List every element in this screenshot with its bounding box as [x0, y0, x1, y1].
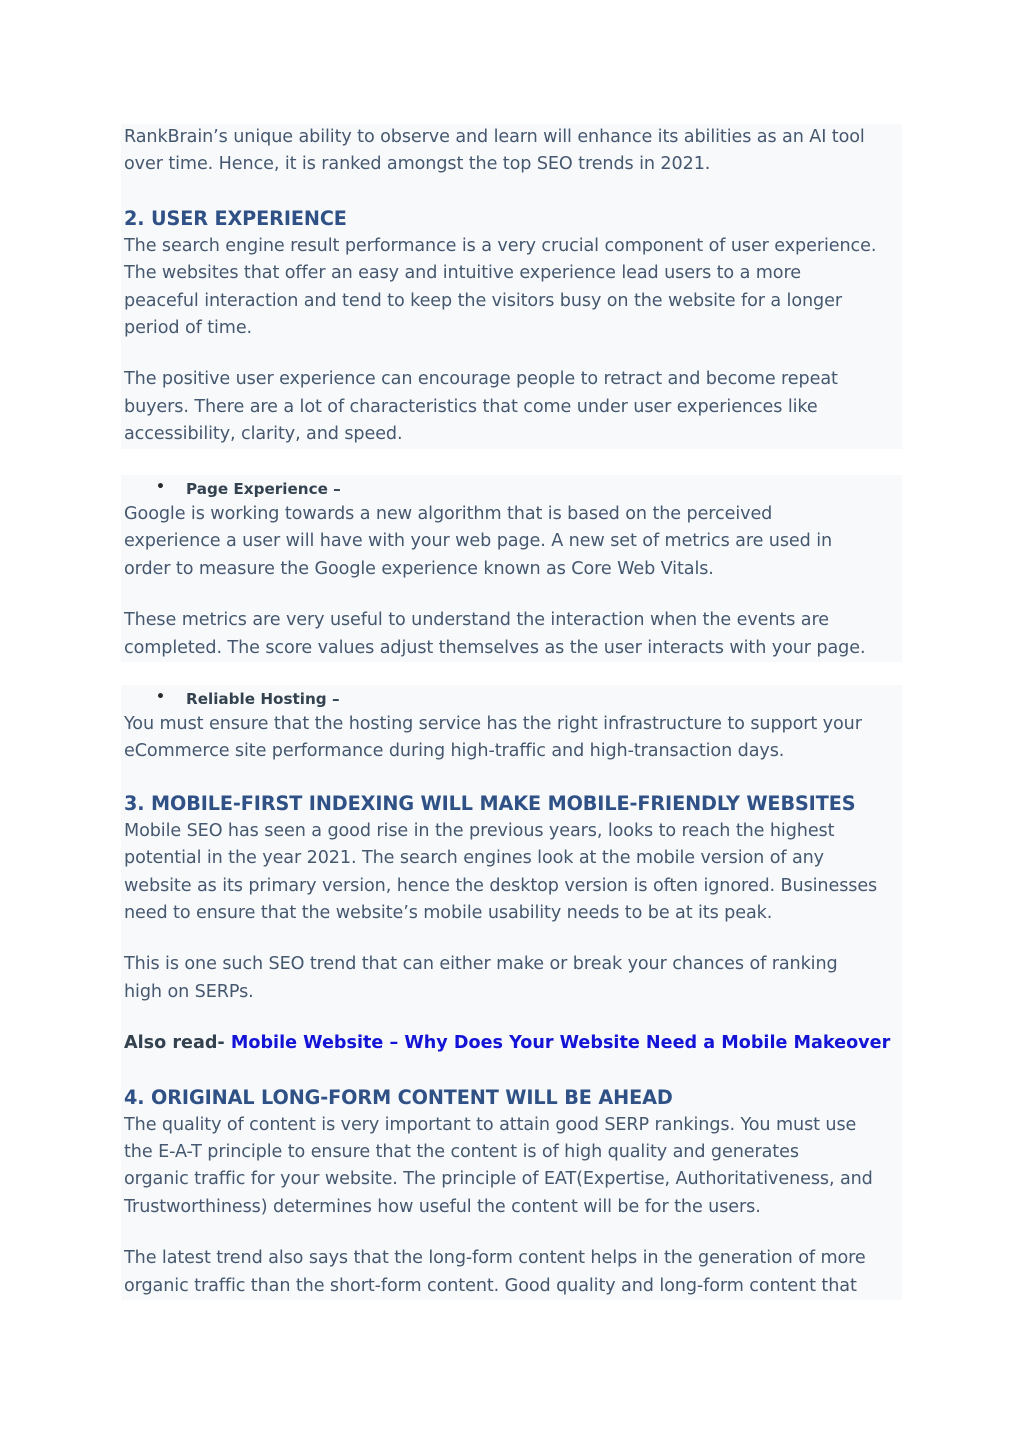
text-line: Trustworthiness) determines how useful the content will be for the users. [124, 1196, 761, 1217]
text-line: high on SERPs. [124, 981, 254, 1002]
bullet-page-experience [124, 475, 902, 501]
long-form-paragraph-2 [124, 1245, 902, 1300]
text-line: RankBrain’s unique ability to observe and learn will enhance its abilities as an AI tool [124, 127, 865, 147]
text-line: period of time. [124, 318, 253, 339]
text-line: The websites that offer an easy and intuitive experience lead users to a more [124, 263, 801, 284]
text-line: website as its primary version, hence the desktop version is often ignored. Businesses [124, 875, 878, 896]
also-read-label: Also read- [124, 1033, 225, 1054]
bullet-dot-icon: • [156, 479, 165, 495]
text-line: peaceful interaction and tend to keep the visitors busy on the website for a longer [124, 290, 842, 311]
mobile-first-paragraph-2 [124, 951, 902, 1006]
text-line: organic traffic than the short-form content. Good quality and long-form content that [124, 1275, 857, 1296]
section-heading-mobile-first: 3. MOBILE-FIRST INDEXING WILL MAKE MOBILE-FRIENDLY WEBSITES [124, 791, 856, 815]
text-line: the E-A-T principle to ensure that the content is of high quality and generates [124, 1142, 799, 1163]
intro-paragraph [124, 124, 902, 179]
text-line: You must ensure that the hosting service has the right infrastructure to support your [124, 714, 862, 734]
bullet-reliable-hosting [124, 685, 902, 711]
section-heading-long-form-content: 4. ORIGINAL LONG-FORM CONTENT WILL BE AHEAD [124, 1085, 673, 1109]
text-line: eCommerce site performance during high-traffic and high-transaction days. [124, 741, 785, 762]
text-line: potential in the year 2021. The search engines look at the mobile version of any [124, 848, 824, 869]
text-line: Google is working towards a new algorithm that is based on the perceived [124, 504, 773, 524]
bullet-dot-icon: • [156, 689, 165, 705]
text-line: The positive user experience can encourage people to retract and become repeat [124, 369, 838, 390]
content-block-user-experience [121, 124, 902, 449]
text-line: The search engine result performance is a very crucial component of user experience. [124, 235, 877, 256]
reliable-hosting-paragraph [124, 711, 902, 766]
user-experience-paragraph-1 [124, 233, 902, 343]
text-line: buyers. There are a lot of characteristics that come under user experiences like [124, 396, 818, 417]
user-experience-paragraph-2 [124, 366, 902, 448]
text-line: over time. Hence, it is ranked amongst the top SEO trends in 2021. [124, 154, 711, 175]
mobile-first-paragraph-1 [124, 818, 902, 928]
also-read [124, 1030, 902, 1057]
page-experience-paragraph-1 [124, 501, 902, 583]
content-block-hosting-mobile-content [121, 685, 902, 1300]
bullet-label: Page Experience – [186, 480, 341, 498]
text-line: The quality of content is very important to attain good SERP rankings. You must use [124, 1114, 857, 1135]
text-line: Mobile SEO has seen a good rise in the previous years, looks to reach the highest [124, 820, 835, 841]
text-line: This is one such SEO trend that can either make or break your chances of ranking [124, 954, 838, 975]
also-read-link[interactable]: Mobile Website – Why Does Your Website Need a Mobile Makeover [230, 1033, 891, 1054]
page-experience-paragraph-2 [124, 607, 902, 662]
text-line: organic traffic for your website. The principle of EAT(Expertise, Authoritativeness, and [124, 1169, 873, 1190]
text-line: order to measure the Google experience known as Core Web Vitals. [124, 558, 714, 579]
text-line: The latest trend also says that the long-form content helps in the generation of more [124, 1248, 866, 1269]
text-line: need to ensure that the website’s mobile usability needs to be at its peak. [124, 903, 773, 924]
text-line: These metrics are very useful to understand the interaction when the events are [124, 610, 829, 631]
section-heading-user-experience: 2. USER EXPERIENCE [124, 206, 347, 230]
text-line: experience a user will have with your web page. A new set of metrics are used in [124, 531, 833, 552]
text-line: completed. The score values adjust themselves as the user interacts with your page. [124, 637, 866, 658]
text-line: accessibility, clarity, and speed. [124, 424, 403, 445]
content-block-page-experience [121, 475, 902, 662]
long-form-paragraph-1 [124, 1112, 902, 1222]
bullet-label: Reliable Hosting – [186, 690, 340, 708]
